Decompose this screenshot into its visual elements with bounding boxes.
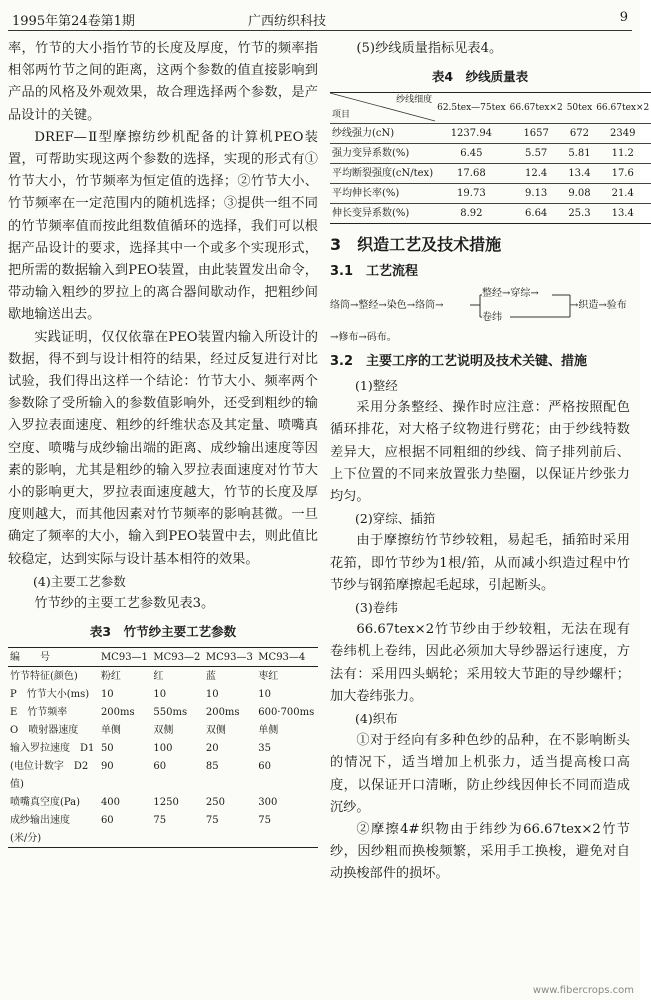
table4-cell: 13.4 bbox=[594, 204, 651, 224]
subheading: (2)穿综、插筘 bbox=[355, 511, 436, 527]
table-row bbox=[330, 144, 651, 164]
table3-header-cell: MC93—4 bbox=[258, 651, 306, 663]
table3-cell: 值) bbox=[10, 778, 24, 790]
table3-cell: 输入罗拉速度 D1 bbox=[10, 742, 95, 754]
table3-cell: 蓝 bbox=[205, 670, 216, 682]
table4-cell: 9.08 bbox=[565, 184, 594, 204]
flow-step: 络筒→整经→染色→络筒→ bbox=[330, 299, 444, 311]
table3-cell bbox=[99, 829, 151, 848]
table3-cell bbox=[151, 829, 203, 848]
paragraph: (5)纱线质量指标见表4。 bbox=[356, 41, 503, 56]
table4-cell: 13.4 bbox=[565, 164, 594, 184]
table3-cell: 75 bbox=[205, 814, 219, 826]
table3-cell bbox=[99, 775, 151, 793]
table3-cell: 35 bbox=[258, 742, 272, 754]
table3-cell: 双侧 bbox=[205, 724, 226, 736]
flow-step: →修布→码布。 bbox=[330, 331, 397, 343]
table4-header-cell: 50tex bbox=[565, 93, 594, 124]
table3-cell: 10 bbox=[153, 688, 167, 700]
table-row bbox=[8, 775, 318, 793]
table3-cell: 85 bbox=[205, 760, 219, 772]
table4-cell: 12.4 bbox=[508, 164, 565, 184]
paragraph: ②摩擦4#织物由于纬纱为66.67tex×2竹节纱，因纱粗而换梭频繁，采用手工换梭，避免对自动换梭部件的损坏。 bbox=[330, 822, 630, 882]
table4-cell: 11.2 bbox=[594, 144, 651, 164]
table4-cell: 21.4 bbox=[594, 184, 651, 204]
table4-cell: 672 bbox=[565, 124, 594, 144]
table3-cell bbox=[151, 775, 203, 793]
table3-cell: 60 bbox=[153, 760, 167, 772]
table3-cell: 200ms bbox=[205, 706, 240, 718]
page-number: 9 bbox=[619, 10, 628, 25]
table4-cell: 6.45 bbox=[435, 144, 508, 164]
subsection-heading: 3.1 工艺流程 bbox=[330, 263, 419, 279]
table3-cell: E 竹节频率 bbox=[10, 706, 68, 718]
table3-cell: 1250 bbox=[153, 796, 179, 808]
table3-cell: 100 bbox=[153, 742, 173, 754]
table4-header-cell: 66.67tex×2 bbox=[508, 93, 565, 124]
paragraph: 率，竹节的大小指竹节的长度及厚度，竹节的频率指相邻两竹节之间的距离，这两个参数的值直接影响到产品的风格及外观效果，故合理选择两个参数，是产品设计的关键。 bbox=[8, 41, 318, 123]
table4-cell: 纱线强力(cN) bbox=[330, 124, 435, 144]
table-row bbox=[8, 757, 318, 775]
table3-cell: 300 bbox=[258, 796, 278, 808]
table3-cell: 粉红 bbox=[100, 670, 121, 682]
table-row bbox=[330, 184, 651, 204]
table3-cell: O 喷射器速度 bbox=[10, 724, 79, 736]
paragraph: 66.67tex×2竹节纱由于纱较粗，无法在现有卷纬机上卷纬，因此必须加大导纱器运行速度，方法有：采用四头蜗轮；采用较大节距的导纱螺杆；加大卷纬张力。 bbox=[330, 622, 630, 704]
table3-cell bbox=[204, 829, 256, 848]
table3-cell: 200ms bbox=[100, 706, 135, 718]
table3-cell: 竹节特征(颜色) bbox=[10, 670, 78, 682]
table3-cell: 250 bbox=[205, 796, 225, 808]
table3-cell: 单侧 bbox=[258, 724, 279, 736]
table3-cell: 75 bbox=[153, 814, 167, 826]
table3-cell: 双侧 bbox=[153, 724, 174, 736]
flow-step: 卷纬 bbox=[482, 311, 502, 323]
table3-cell: 10 bbox=[258, 688, 272, 700]
paragraph: 实践证明，仅仅依靠在PEO装置内输入所设计的数据，得不到与设计相符的结果，经过反复进行对比试验，我们得出这样一个结论：竹节大小、频率两个参数除了受所输入的参数值影响外，还受到粗纱的输入罗拉表面速度、粗纱的纤维状态及其定量、喷嘴真空度、喷嘴与成纱输出端的距离、成纱输出速度等因素的影响，尤其是粗纱的输入罗拉表面速度对竹节大小的影响更大，罗拉表面速度越大，竹节的长度及厚度则越大，而其他因素对竹节频率的影响甚微。一旦确定了频率的大小，输入到PEO装置中去，则此值比较稳定，达到实际与设计基本相符的效果。 bbox=[8, 329, 318, 567]
table4-corner: 纱线细度 项目 bbox=[330, 93, 435, 124]
table4-cell: 5.57 bbox=[508, 144, 565, 164]
process-flow bbox=[330, 287, 630, 347]
table-row bbox=[330, 164, 651, 184]
table3 bbox=[8, 647, 318, 848]
paragraph: 由于摩擦纺竹节纱较粗，易起毛，插筘时采用花筘，即竹节纱为1根/筘，从而减小织造过程中竹节纱与钢筘摩擦起毛起球，引起断头。 bbox=[330, 533, 630, 593]
table-row bbox=[8, 739, 318, 757]
flow-step: 整经→穿综→ bbox=[482, 287, 539, 299]
table3-cell: 550ms bbox=[153, 706, 188, 718]
table3-header-cell: MC93—1 bbox=[100, 651, 148, 663]
table3-cell bbox=[256, 829, 318, 848]
table4-cell: 8.92 bbox=[435, 204, 508, 224]
table4-cell: 6.64 bbox=[508, 204, 565, 224]
table4-cell: 19.73 bbox=[435, 184, 508, 204]
table3-caption: 表3 竹节纱主要工艺参数 bbox=[89, 624, 237, 640]
table4-cell: 2349 bbox=[594, 124, 651, 144]
table4-caption: 表4 纱线质量表 bbox=[431, 69, 529, 85]
table3-cell: 单侧 bbox=[100, 724, 121, 736]
paragraph: DREF—Ⅱ型摩擦纺纱机配备的计算机PEO装置，可帮助实现这两个参数的选择，实现的形式有①竹节大小，竹节频率为恒定值的选择；②竹节大小、竹节频率在一定范围内的随机选择；③提供一组不同的竹节频率值而按此组数值循环的选择，我们可以根据产品设计的要求，选择其中一个或多个实现形式，把所需的数据输入到PEO装置，由此装置发出命令，带动输入粗纱的罗拉上的离合器间歇动作，把粗纱间歇地输送出去。 bbox=[8, 129, 318, 323]
watermark: www.fibercrops.com bbox=[532, 985, 634, 996]
journal-issue: 1995年第24卷第1期 bbox=[12, 14, 135, 29]
table4-cell: 平均断裂强度(cN/tex) bbox=[330, 164, 435, 184]
subheading: (3)卷纬 bbox=[355, 600, 398, 616]
subheading: (4)主要工艺参数 bbox=[33, 573, 126, 589]
table3-cell: 10 bbox=[100, 688, 114, 700]
table3-cell: 75 bbox=[258, 814, 272, 826]
table-row bbox=[8, 793, 318, 811]
subsection-heading: 3.2 主要工序的工艺说明及技术关键、措施 bbox=[330, 353, 588, 369]
table4-cell: 17.68 bbox=[435, 164, 508, 184]
table3-cell: 20 bbox=[205, 742, 219, 754]
table3-cell: 600·700ms bbox=[258, 706, 315, 718]
flow-step: →织造→验布 bbox=[570, 299, 627, 311]
left-column bbox=[8, 38, 318, 848]
table4-cell: 平均伸长率(%) bbox=[330, 184, 435, 204]
table3-header-cell: MC93—3 bbox=[205, 651, 253, 663]
table4-header-cell: 62.5tex—75tex bbox=[435, 93, 508, 124]
paragraph: 采用分条整经、操作时应注意：严格按照配色循环排花，对大格子纹物进行劈花；由于纱线特数差异大，应根据不同粗细的纱线、筒子排列前后、上下位置的不同来放置张力垫圈，以保证片纱张力均匀。 bbox=[330, 400, 630, 505]
table-row bbox=[8, 829, 318, 848]
table3-cell: 红 bbox=[153, 670, 164, 682]
table-row bbox=[8, 703, 318, 721]
table3-cell: 60 bbox=[258, 760, 272, 772]
table3-cell bbox=[256, 775, 318, 793]
table3-cell: 90 bbox=[100, 760, 114, 772]
table3-cell: 400 bbox=[100, 796, 121, 808]
table-row bbox=[8, 685, 318, 703]
table3-cell: 60 bbox=[100, 814, 114, 826]
table3-cell: 喷嘴真空度(Pa) bbox=[10, 796, 81, 808]
table3-cell: (电位计数字 D2 bbox=[10, 760, 89, 772]
table4-cell: 5.81 bbox=[565, 144, 594, 164]
table-row bbox=[330, 124, 651, 144]
table-row bbox=[8, 811, 318, 829]
table4-cell: 伸长变异系数(%) bbox=[330, 204, 435, 224]
table4-cell: 25.3 bbox=[565, 204, 594, 224]
table3-cell: 10 bbox=[205, 688, 219, 700]
table4-cell: 9.13 bbox=[508, 184, 565, 204]
table3-cell bbox=[204, 775, 256, 793]
paragraph: 竹节纱的主要工艺参数见表3。 bbox=[34, 596, 215, 612]
table-row bbox=[330, 204, 651, 224]
right-column bbox=[330, 38, 650, 886]
table3-header-cell: 编 号 bbox=[10, 651, 50, 663]
table-row bbox=[8, 721, 318, 739]
table-row bbox=[8, 667, 318, 686]
table3-cell: 50 bbox=[100, 742, 114, 754]
table4 bbox=[330, 92, 651, 224]
table4-cell: 1237.94 bbox=[435, 124, 508, 144]
table4-cell: 强力变异系数(%) bbox=[330, 144, 435, 164]
running-header bbox=[8, 8, 632, 31]
subheading: (1)整经 bbox=[355, 378, 398, 394]
paragraph: ①对于经向有多种色纱的品种，在不影响断头的情况下，适当增加上机张力，适当提高梭口高度，以保证开口清晰，防止纱线因伸长不同而造成沉纱。 bbox=[330, 733, 630, 815]
table3-cell: 枣红 bbox=[258, 670, 279, 682]
journal-name: 广西纺织科技 bbox=[248, 14, 327, 29]
table4-cell: 17.6 bbox=[594, 164, 651, 184]
table3-header-cell: MC93—2 bbox=[153, 651, 201, 663]
table3-cell: (米/分) bbox=[10, 832, 42, 844]
table4-header-cell: 66.67tex×2 bbox=[594, 93, 651, 124]
section-heading: 3 织造工艺及技术措施 bbox=[330, 235, 502, 255]
table3-cell: P 竹节大小(ms) bbox=[10, 688, 90, 700]
table3-cell: 成纱输出速度 bbox=[10, 814, 70, 826]
subheading: (4)织布 bbox=[355, 711, 398, 727]
table4-cell: 1657 bbox=[508, 124, 565, 144]
